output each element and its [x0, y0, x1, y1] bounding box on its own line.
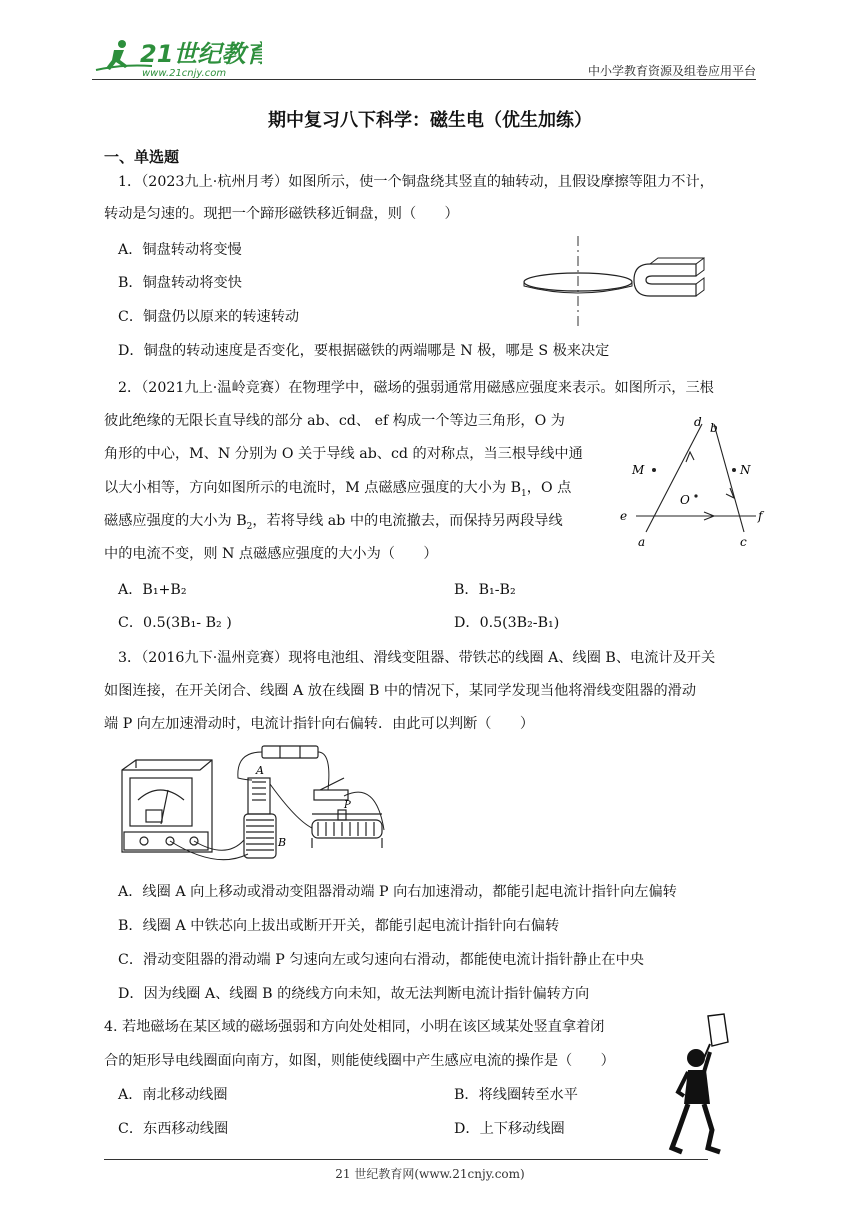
q4-stem-line2: 合的矩形导电线圈面向南方，如图，则能使线圈中产生感应电流的操作是（ ） — [104, 1053, 615, 1069]
section-heading: 一、单选题 — [104, 148, 180, 166]
logo-text: 21世纪教育 — [140, 40, 262, 68]
q2-stem-line4: 以大小相等，方向如图所示的电流时，M 点磁感应强度的大小为 $B_1$，O 点 — [104, 480, 572, 499]
q4-option-b[interactable]: B．将线圈转至水平 — [454, 1087, 578, 1103]
svg-text:d: d — [694, 415, 702, 429]
svg-text:e: e — [620, 509, 628, 523]
battery-icon — [262, 746, 318, 758]
svg-text:B: B — [278, 836, 287, 849]
header-divider — [92, 79, 756, 80]
q4-option-d[interactable]: D．上下移动线圈 — [454, 1121, 565, 1137]
q1-option-d[interactable]: D．铜盘的转动速度是否变化，要根据磁铁的两端哪是 N 极，哪是 S 极来决定 — [118, 343, 610, 359]
q2-option-a[interactable]: A．B₁+B₂ — [118, 582, 187, 598]
coil-icon — [244, 778, 276, 858]
svg-text:c: c — [740, 535, 747, 549]
logo-url: www.21cnjy.com — [142, 68, 227, 79]
q3-stem-line2: 如图连接，在开关闭合、线圈 A 放在线圈 B 中的情况下，某同学发现当他将滑线变阻器的滑动 — [104, 683, 697, 699]
q3-stem-line1: 3．（2016九下·温州竞赛）现将电池组、滑线变阻器、带铁芯的线圈 A、线圈 B、电流计及开关 — [118, 650, 716, 666]
svg-text:f: f — [758, 509, 763, 523]
footer-text: 21 世纪教育网(www.21cnjy.com) — [335, 1167, 525, 1181]
q2-stem-line5: 磁感应强度的大小为 $B_2$，若将导线 ab 中的电流撤去，而保持另两段导线 — [104, 513, 563, 532]
footer-divider — [104, 1159, 708, 1160]
svg-text:P: P — [344, 800, 351, 811]
triangle-wires-figure — [616, 412, 776, 554]
svg-text:a: a — [638, 535, 646, 549]
q3-option-c[interactable]: C．滑动变阻器的滑动端 P 匀速向左或匀速向右滑动，都能使电流计指针静止在中央 — [118, 952, 644, 968]
q4-option-c[interactable]: C．东西移动线圈 — [118, 1121, 229, 1137]
q2-stem-line1: 2．（2021九上·温岭竞赛）在物理学中，磁场的强弱通常用磁感应强度来表示。如图所示，三根 — [118, 380, 714, 396]
switch-icon — [314, 778, 348, 800]
svg-text:N: N — [740, 463, 751, 477]
svg-text:O: O — [680, 493, 690, 507]
q3-stem-line3: 端 P 向左加速滑动时，电流计指针向右偏转．由此可以判断（ ） — [104, 716, 535, 732]
q1-option-c[interactable]: C．铜盘仍以原来的转速转动 — [118, 309, 300, 325]
circuit-apparatus-figure — [116, 740, 406, 870]
q2-option-d[interactable]: D．0.5(3B₂-B₁) — [454, 615, 560, 631]
q2-stem-line2: 彼此绝缘的无限长直导线的部分 ab、cd、 ef 构成一个等边三角形，O 为 — [104, 413, 565, 429]
q2-option-c[interactable]: C．0.5(3B₁- B₂ ) — [118, 615, 232, 631]
q2-option-b[interactable]: B．B₁-B₂ — [454, 582, 516, 598]
svg-text:M: M — [632, 463, 645, 477]
q3-option-a[interactable]: A．线圈 A 向上移动或滑动变阻器滑动端 P 向右加速滑动，都能引起电流计指针向左偏转 — [118, 884, 677, 900]
copper-disk-figure — [520, 234, 720, 330]
header-tagline: 中小学教育资源及组卷应用平台 — [587, 64, 756, 78]
horseshoe-magnet-icon — [634, 258, 704, 296]
person-holding-coil-figure — [666, 1012, 736, 1158]
rheostat-icon — [312, 810, 382, 848]
q3-option-b[interactable]: B．线圈 A 中铁芯向上拔出或断开开关，都能引起电流计指针向右偏转 — [118, 918, 560, 934]
q4-stem-line1: 4. 若地磁场在某区域的磁场强弱和方向处处相同，小明在该区域某处竖直拿着闭 — [104, 1019, 605, 1035]
q3-option-d[interactable]: D．因为线圈 A、线圈 B 的绕线方向未知，故无法判断电流计指针偏转方向 — [118, 986, 590, 1002]
svg-text:b: b — [710, 421, 718, 435]
q4-option-a[interactable]: A．南北移动线圈 — [118, 1087, 228, 1103]
site-logo — [92, 36, 262, 80]
person-with-coil-icon — [666, 1012, 736, 1158]
q1-stem-line2: 转动是匀速的。现把一个蹄形磁铁移近铜盘，则（ ） — [104, 206, 459, 222]
q1-stem-line1: 1．（2023九上·杭州月考）如图所示，使一个铜盘绕其竖直的轴转动，且假设摩擦等阻力不计， — [118, 174, 714, 190]
svg-text:A: A — [256, 764, 264, 777]
q2-stem-line3: 角形的中心，M、N 分别为 O 关于导线 ab、cd 的对称点，当三根导线中通 — [104, 446, 583, 462]
page-title: 期中复习八下科学：磁生电（优生加练） — [268, 110, 592, 131]
q1-option-a[interactable]: A．铜盘转动将变慢 — [118, 242, 242, 258]
q1-option-b[interactable]: B．铜盘转动将变快 — [118, 275, 242, 291]
galvanometer-icon — [122, 760, 212, 852]
q2-stem-line6: 中的电流不变，则 N 点磁感应强度的大小为（ ） — [104, 546, 438, 562]
